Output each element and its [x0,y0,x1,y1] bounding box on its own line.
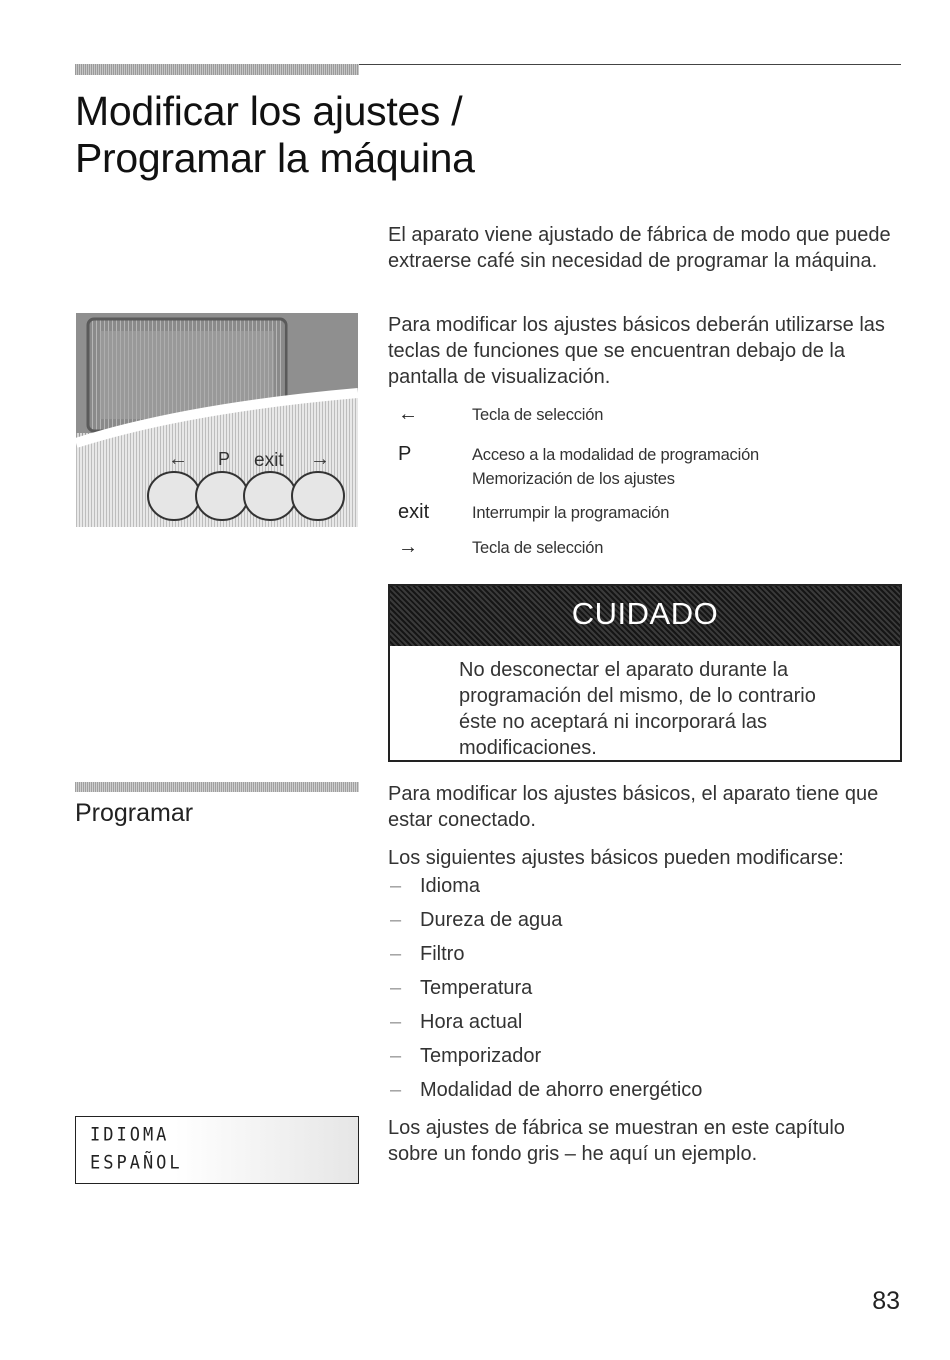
intro-paragraph-2: Para modificar los ajustes básicos deberán utilizarse las teclas de funciones que se encuentran debajo de la pantalla de visualización. [388,314,885,388]
dash-icon: – [390,875,402,897]
photo-p-label: P [218,449,231,469]
page-number: 83 [872,1287,900,1315]
photo-left-arrow-label: ← [168,448,188,470]
lcd-line-2: ESPAÑOL [90,1152,183,1174]
lcd-display-example [75,1116,359,1184]
list-item: – Dureza de agua [390,909,563,931]
section-grey-bar [75,782,359,792]
list-item: – Filtro [390,943,465,965]
list-item: – Modalidad de ahorro energético [390,1079,703,1101]
control-panel-photo [76,313,358,527]
control-panel-illustration [76,313,358,527]
list-item: – Hora actual [390,1011,523,1033]
photo-exit-label: exit [254,450,284,471]
right-arrow-icon: → [398,536,418,558]
photo-button-right [292,472,344,520]
caution-box [388,584,902,762]
left-arrow-icon: ← [398,403,418,425]
dash-icon: – [390,1011,402,1033]
key-description: Tecla de selección [472,539,604,557]
photo-button-left [148,472,200,520]
section-paragraph-2: Los siguientes ajustes básicos pueden modificarse: [388,847,844,869]
dash-icon: – [390,977,402,999]
key-description: Interrumpir la programación [472,504,670,522]
photo-button-p [196,472,248,520]
section-paragraph-3: Los ajustes de fábrica se muestran en este capítulo sobre un fondo gris – he aquí un ejemplo. [388,1117,845,1165]
lcd-line-1: IDIOMA [90,1124,170,1146]
section-title: Programar [75,799,194,827]
photo-right-arrow-label: → [310,448,330,470]
caution-header [390,586,900,646]
dash-icon: – [390,909,402,931]
list-item: – Temperatura [390,977,533,999]
section-paragraph-1: Para modificar los ajustes básicos, el aparato tiene que estar conectado. [388,783,879,831]
list-item: – Temporizador [390,1045,542,1067]
dash-icon: – [390,1079,402,1101]
dash-icon: – [390,1045,402,1067]
key-description: Acceso a la modalidad de programación Memorización de los ajustes [472,446,760,488]
page-title-line2: Programar la máquina [75,135,475,181]
page-title [75,88,895,182]
key-description: Tecla de selección [472,406,604,424]
p-key-label: P [398,443,412,465]
list-item: – Idioma [390,875,481,897]
dash-icon: – [390,943,402,965]
caution-text: No desconectar el aparato durante la programación del mismo, de lo contrario éste no aceptará ni incorporará las modificaciones. [459,659,816,759]
header-grey-bar [75,64,359,75]
caution-title: CUIDADO [571,596,719,631]
intro-paragraph-1: El aparato viene ajustado de fábrica de modo que puede extraerse café sin necesidad de programar la máquina. [388,224,891,272]
page-title-line1: Modificar los ajustes / [75,88,463,134]
exit-key-label: exit [398,501,430,523]
photo-button-exit [244,472,296,520]
settings-list [388,875,898,1113]
